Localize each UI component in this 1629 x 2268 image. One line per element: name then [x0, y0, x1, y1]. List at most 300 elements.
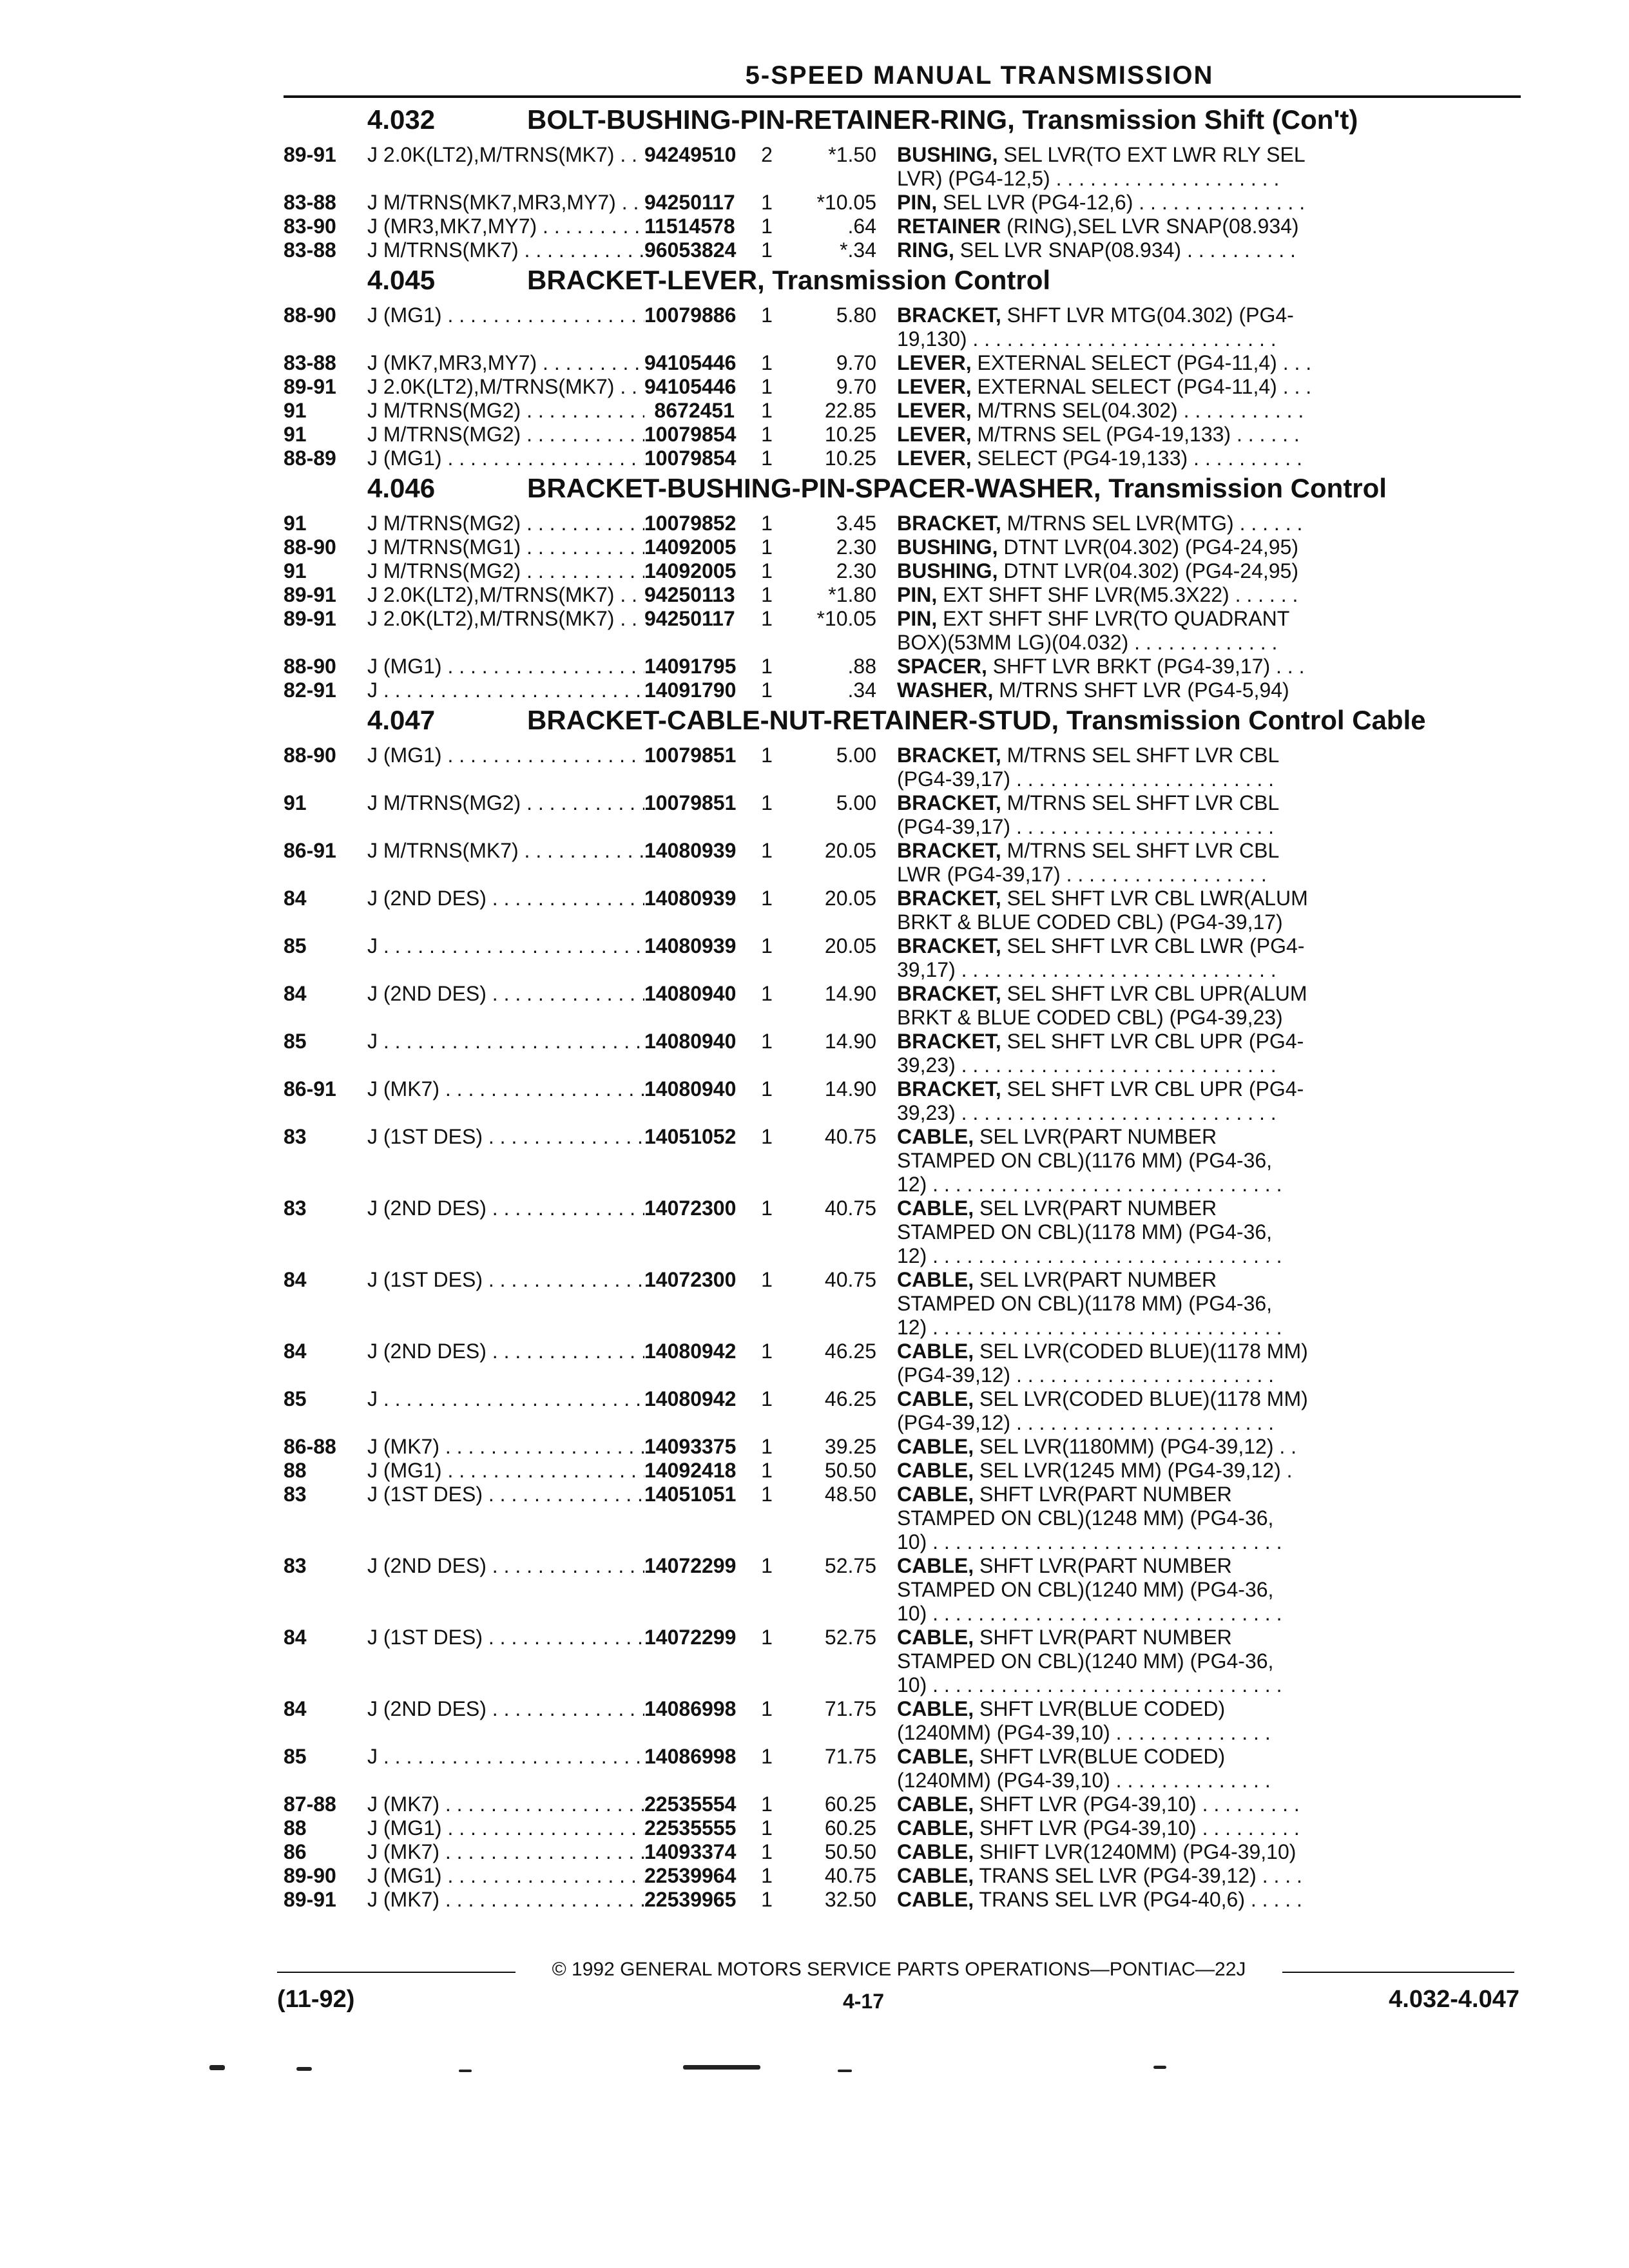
part-number: 94249510: [644, 143, 737, 166]
part-details: SELECT (PG4-19,133) . . . . . . . . . .: [971, 447, 1302, 470]
part-description: [897, 1697, 1361, 1745]
part-details: M/TRNS SEL(04.302) . . . . . . . . . . .: [971, 399, 1304, 422]
part-number: 14092418: [644, 1459, 737, 1482]
model-years: 89-91: [284, 583, 336, 606]
model-codes: J M/TRNS(MG2) . . .: [367, 559, 644, 583]
model-codes: J . . .: [367, 1745, 644, 1792]
part-number: 14093375: [644, 1435, 737, 1458]
part-number: 10079851: [644, 791, 737, 814]
part-description: [897, 791, 1361, 839]
part-name: CABLE,: [897, 1483, 974, 1506]
model-years: 91: [284, 559, 307, 582]
part-details: SHFT LVR BRKT (PG4-39,17) . . .: [987, 655, 1305, 678]
part-details: EXTERNAL SELECT (PG4-11,4) . . .: [971, 375, 1312, 398]
model-codes: J (MG1) . . .: [367, 1816, 644, 1840]
model-codes: J (2ND DES) . . .: [367, 887, 644, 934]
part-details: TRANS SEL LVR (PG4-40,6) . . . . .: [974, 1888, 1302, 1911]
quantity: 1: [761, 655, 773, 678]
part-description: [897, 1483, 1361, 1554]
model-years: 86-91: [284, 839, 336, 862]
model-codes: J (1ST DES) . . .: [367, 1483, 644, 1554]
quantity: 1: [761, 1340, 773, 1363]
model-codes: J M/TRNS(MG2) . . .: [367, 423, 644, 447]
scan-speck: [838, 2070, 852, 2072]
part-description: [897, 1125, 1361, 1196]
part-number: 10079851: [644, 744, 737, 767]
quantity: 1: [761, 1483, 773, 1506]
model-years: 84: [284, 1626, 307, 1649]
model-years: 86: [284, 1840, 307, 1863]
part-row: [284, 744, 1527, 791]
part-row: [284, 1864, 1527, 1888]
part-name: BRACKET,: [897, 839, 1001, 862]
part-row: [284, 1196, 1527, 1268]
model-codes: J (MG1) . . .: [367, 447, 644, 470]
part-name: CABLE,: [897, 1459, 974, 1482]
part-name: PIN,: [897, 607, 938, 630]
part-row: [284, 1888, 1527, 1912]
model-codes: J (MG1) . . .: [367, 1459, 644, 1483]
quantity: 1: [761, 1792, 773, 1816]
part-description: [897, 351, 1361, 375]
part-row: [284, 655, 1527, 678]
part-name: BRACKET,: [897, 791, 1001, 814]
model-codes: J (1ST DES) . . .: [367, 1626, 644, 1697]
part-name: CABLE,: [897, 1816, 974, 1840]
price: *.34: [840, 238, 876, 262]
quantity: 2: [761, 143, 773, 166]
price: 14.90: [824, 1077, 876, 1100]
footer-section-range: 4.032-4.047: [1389, 1986, 1519, 2013]
part-row: [284, 1483, 1527, 1554]
part-details: SEL LVR(TO EXT LWR RLY SEL LVR) (PG4-12,5) . . . . . . . . . . . . . . . . . . . .: [897, 143, 1306, 190]
part-number: 14080942: [644, 1387, 737, 1410]
model-codes: J (MR3,MK7,MY7) . . .: [367, 215, 644, 238]
quantity: 1: [761, 607, 773, 630]
model-years: 89-91: [284, 607, 336, 630]
part-description: [897, 655, 1361, 678]
part-row: [284, 423, 1527, 447]
parts-list: [284, 102, 1527, 1912]
part-number: 14080940: [644, 982, 737, 1005]
part-name: CABLE,: [897, 1554, 974, 1577]
part-number: 14091795: [644, 655, 737, 678]
part-number: 14051052: [644, 1125, 737, 1148]
part-name: PIN,: [897, 191, 938, 214]
part-details: SEL LVR(PART NUMBER STAMPED ON CBL)(1178 MM) (PG4-36, 12) . . . . . . . . . . . . . . . . . . . . . . . . . . . . . . .: [897, 1268, 1282, 1339]
part-details: DTNT LVR(04.302) (PG4-24,95): [998, 559, 1298, 582]
quantity: 1: [761, 1125, 773, 1148]
model-years: 91: [284, 423, 307, 446]
part-row: [284, 559, 1527, 583]
part-description: [897, 1196, 1361, 1268]
model-codes: J M/TRNS(MK7) . . .: [367, 238, 644, 262]
part-description: [897, 887, 1361, 934]
part-row: [284, 1435, 1527, 1459]
part-row: [284, 535, 1527, 559]
part-row: [284, 447, 1527, 470]
part-row: [284, 1840, 1527, 1864]
section-header: [284, 705, 1527, 744]
part-name: BUSHING,: [897, 143, 998, 166]
quantity: 1: [761, 1030, 773, 1053]
quantity: 1: [761, 559, 773, 582]
model-years: 88-90: [284, 303, 336, 327]
price: 14.90: [824, 1030, 876, 1053]
model-codes: J . . .: [367, 934, 644, 982]
model-years: 88-90: [284, 655, 336, 678]
price: 10.25: [824, 447, 876, 470]
quantity: 1: [761, 839, 773, 862]
part-description: [897, 1030, 1361, 1077]
part-details: SEL LVR SNAP(08.934) . . . . . . . . . .: [954, 238, 1296, 262]
part-description: [897, 744, 1361, 791]
model-years: 89-91: [284, 143, 336, 166]
part-number: 14080940: [644, 1077, 737, 1100]
price: 52.75: [824, 1626, 876, 1649]
section-title: BRACKET-BUSHING-PIN-SPACER-WASHER, Transmission Control: [527, 473, 1387, 503]
part-row: [284, 1745, 1527, 1792]
part-number: 11514578: [644, 215, 735, 238]
model-years: 83-90: [284, 215, 336, 238]
model-codes: J M/TRNS(MG2) . . .: [367, 399, 644, 423]
part-details: TRANS SEL LVR (PG4-39,12) . . . .: [974, 1864, 1302, 1887]
model-codes: J 2.0K(LT2),M/TRNS(MK7) . . .: [367, 143, 644, 191]
part-details: M/TRNS SHFT LVR (PG4-5,94): [993, 678, 1289, 702]
price: *1.50: [828, 143, 876, 166]
quantity: 1: [761, 1626, 773, 1649]
part-name: WASHER,: [897, 678, 994, 702]
model-codes: J (MG1) . . .: [367, 655, 644, 678]
quantity: 1: [761, 1697, 773, 1720]
price: .34: [847, 678, 876, 702]
model-years: 86-91: [284, 1077, 336, 1100]
part-details: EXT SHFT SHF LVR(TO QUADRANT BOX)(53MM LG)(04.032) . . . . . . . . . . . . .: [897, 607, 1290, 654]
price: 10.25: [824, 423, 876, 446]
model-codes: J (2ND DES) . . .: [367, 1554, 644, 1626]
part-name: BUSHING,: [897, 535, 998, 559]
part-description: [897, 1554, 1361, 1626]
part-details: DTNT LVR(04.302) (PG4-24,95): [998, 535, 1298, 559]
part-number: 14072299: [644, 1554, 737, 1577]
quantity: 1: [761, 423, 773, 446]
part-row: [284, 839, 1527, 887]
price: 71.75: [824, 1745, 876, 1768]
part-description: [897, 191, 1361, 215]
model-codes: J (MK7,MR3,MY7) . . .: [367, 351, 644, 375]
model-codes: J (1ST DES) . . .: [367, 1125, 644, 1196]
part-name: CABLE,: [897, 1840, 974, 1863]
part-details: SEL LVR(PART NUMBER STAMPED ON CBL)(1176 MM) (PG4-36, 12) . . . . . . . . . . . . . . . . . . . . . . . . . . . . . . .: [897, 1125, 1282, 1196]
part-details: M/TRNS SEL (PG4-19,133) . . . . . .: [971, 423, 1300, 446]
quantity: 1: [761, 887, 773, 910]
part-details: SEL LVR(CODED BLUE)(1178 MM) (PG4-39,12) . . . . . . . . . . . . . . . . . . . . . . .: [897, 1340, 1308, 1387]
quantity: 1: [761, 535, 773, 559]
part-name: BRACKET,: [897, 934, 1001, 957]
quantity: 1: [761, 1888, 773, 1911]
model-years: 86-88: [284, 1435, 336, 1458]
part-name: CABLE,: [897, 1125, 974, 1148]
quantity: 1: [761, 447, 773, 470]
model-codes: J (1ST DES) . . .: [367, 1268, 644, 1340]
part-details: SHFT LVR (PG4-39,10) . . . . . . . . .: [974, 1816, 1300, 1840]
part-details: SEL LVR(PART NUMBER STAMPED ON CBL)(1178 MM) (PG4-36, 12) . . . . . . . . . . . . . . . . . . . . . . . . . . . . . . .: [897, 1196, 1282, 1267]
section-header: [284, 265, 1527, 303]
model-codes: J M/TRNS(MG2) . . .: [367, 791, 644, 839]
model-years: 83-88: [284, 238, 336, 262]
quantity: 1: [761, 1459, 773, 1482]
part-name: LEVER,: [897, 375, 972, 398]
part-row: [284, 934, 1527, 982]
price: 52.75: [824, 1554, 876, 1577]
part-details: M/TRNS SEL SHFT LVR CBL LWR (PG4-39,17) . . . . . . . . . . . . . . . . . .: [897, 839, 1280, 886]
part-number: 10079852: [644, 512, 737, 535]
part-number: 14072300: [644, 1196, 737, 1220]
part-number: 14080939: [644, 887, 737, 910]
part-details: M/TRNS SEL SHFT LVR CBL (PG4-39,17) . . . . . . . . . . . . . . . . . . . . . . .: [897, 744, 1280, 791]
part-number: 14086998: [644, 1745, 737, 1768]
part-details: SHIFT LVR(1240MM) (PG4-39,10): [974, 1840, 1296, 1863]
price: 46.25: [824, 1387, 876, 1410]
part-details: SEL SHFT LVR CBL UPR (PG4- 39,23) . . . . . . . . . . . . . . . . . . . . . . . . . . . .: [897, 1077, 1304, 1124]
part-number: 94250117: [644, 191, 735, 214]
quantity: 1: [761, 982, 773, 1005]
part-row: [284, 238, 1527, 262]
quantity: 1: [761, 678, 773, 702]
part-row: [284, 678, 1527, 702]
price: *10.05: [816, 607, 876, 630]
part-details: SHFT LVR MTG(04.302) (PG4- 19,130) . . . . . . . . . . . . . . . . . . . . . . . . . . .: [897, 303, 1294, 351]
model-years: 84: [284, 1340, 307, 1363]
part-name: SPACER,: [897, 655, 987, 678]
part-description: [897, 447, 1361, 470]
quantity: 1: [761, 1554, 773, 1577]
scan-speck: [1153, 2066, 1166, 2069]
part-name: LEVER,: [897, 351, 972, 374]
section-header: [284, 104, 1527, 143]
model-codes: J (MK7) . . .: [367, 1888, 644, 1912]
model-codes: J (2ND DES) . . .: [367, 1196, 644, 1268]
part-number: 14092005: [644, 535, 737, 559]
model-codes: J (MK7) . . .: [367, 1435, 644, 1459]
part-name: BRACKET,: [897, 744, 1001, 767]
part-row: [284, 607, 1527, 655]
price: 22.85: [824, 399, 876, 422]
price: 48.50: [824, 1483, 876, 1506]
copyright-line: © 1992 GENERAL MOTORS SERVICE PARTS OPERATIONS—PONTIAC—22J: [552, 1959, 1246, 1980]
part-number: 10079854: [644, 423, 737, 446]
part-number: 14072299: [644, 1626, 737, 1649]
section-title: BRACKET-CABLE-NUT-RETAINER-STUD, Transmission Control Cable: [527, 705, 1426, 735]
model-years: 88: [284, 1459, 307, 1482]
part-row: [284, 303, 1527, 351]
price: 5.00: [836, 791, 876, 814]
quantity: 1: [761, 791, 773, 814]
model-years: 85: [284, 1030, 307, 1053]
page-title: 5-SPEED MANUAL TRANSMISSION: [745, 61, 1214, 90]
part-number: 22539965: [644, 1888, 737, 1911]
part-number: 14051051: [644, 1483, 737, 1506]
part-name: RETAINER: [897, 215, 1001, 238]
price: 5.00: [836, 744, 876, 767]
model-codes: J (2ND DES) . . .: [367, 982, 644, 1030]
part-details: SEL LVR(1180MM) (PG4-39,12) . .: [974, 1435, 1297, 1458]
quantity: 1: [761, 1435, 773, 1458]
part-details: SEL LVR(CODED BLUE)(1178 MM) (PG4-39,12) . . . . . . . . . . . . . . . . . . . . . . .: [897, 1387, 1308, 1434]
model-codes: J M/TRNS(MK7) . . .: [367, 839, 644, 887]
part-description: [897, 1816, 1361, 1840]
part-description: [897, 238, 1361, 262]
price: *1.80: [828, 583, 876, 606]
part-description: [897, 1864, 1361, 1888]
section-header: [284, 473, 1527, 512]
part-description: [897, 1387, 1361, 1435]
part-description: [897, 215, 1361, 238]
part-row: [284, 1268, 1527, 1340]
part-number: 10079886: [644, 303, 737, 327]
part-description: [897, 1840, 1361, 1864]
quantity: 1: [761, 1077, 773, 1100]
quantity: 1: [761, 583, 773, 606]
price: 39.25: [824, 1435, 876, 1458]
part-details: EXTERNAL SELECT (PG4-11,4) . . .: [971, 351, 1312, 374]
quantity: 1: [761, 1387, 773, 1410]
price: .88: [847, 655, 876, 678]
price: 50.50: [824, 1840, 876, 1863]
quantity: 1: [761, 1864, 773, 1887]
part-number: 10079854: [644, 447, 737, 470]
model-codes: J . . .: [367, 678, 644, 702]
part-number: 14080939: [644, 934, 737, 957]
scan-speck: [459, 2070, 472, 2072]
model-years: 91: [284, 791, 307, 814]
part-description: [897, 512, 1361, 535]
price: 3.45: [836, 512, 876, 535]
part-details: EXT SHFT SHF LVR(M5.3X22) . . . . . .: [937, 583, 1298, 606]
part-description: [897, 143, 1361, 191]
part-row: [284, 583, 1527, 607]
price: 20.05: [824, 934, 876, 957]
part-details: SHFT LVR(BLUE CODED) (1240MM) (PG4-39,10) . . . . . . . . . . . . . .: [897, 1697, 1271, 1744]
part-number: 14086998: [644, 1697, 737, 1720]
model-years: 83-88: [284, 351, 336, 374]
quantity: 1: [761, 1268, 773, 1291]
part-row: [284, 1459, 1527, 1483]
price: 46.25: [824, 1340, 876, 1363]
part-number: 94250113: [644, 583, 735, 606]
quantity: 1: [761, 512, 773, 535]
model-codes: J (2ND DES) . . .: [367, 1340, 644, 1387]
part-description: [897, 1792, 1361, 1816]
model-years: 83: [284, 1554, 307, 1577]
section-number: 4.045: [367, 265, 436, 295]
part-details: SEL LVR (PG4-12,6) . . . . . . . . . . . . . . .: [937, 191, 1306, 214]
part-description: [897, 1268, 1361, 1340]
part-number: 14080940: [644, 1030, 737, 1053]
quantity: 1: [761, 351, 773, 374]
model-years: 83: [284, 1125, 307, 1148]
price: 20.05: [824, 839, 876, 862]
part-row: [284, 1626, 1527, 1697]
part-row: [284, 982, 1527, 1030]
part-row: [284, 191, 1527, 215]
part-name: BUSHING,: [897, 559, 998, 582]
part-description: [897, 678, 1361, 702]
part-name: CABLE,: [897, 1196, 974, 1220]
model-years: 89-90: [284, 1864, 336, 1887]
model-years: 87-88: [284, 1792, 336, 1816]
model-codes: J (MK7) . . .: [367, 1840, 644, 1864]
part-number: 94105446: [644, 351, 737, 374]
part-details: SHFT LVR(PART NUMBER STAMPED ON CBL)(1248 MM) (PG4-36, 10) . . . . . . . . . . . . . . . . . . . . . . . . . . . . . . .: [897, 1483, 1282, 1553]
price: 9.70: [836, 351, 876, 374]
section-number: 4.032: [367, 104, 436, 135]
price: 50.50: [824, 1459, 876, 1482]
part-description: [897, 375, 1361, 399]
quantity: 1: [761, 1816, 773, 1840]
model-codes: J (MG1) . . .: [367, 744, 644, 791]
quantity: 1: [761, 1196, 773, 1220]
part-name: LEVER,: [897, 399, 972, 422]
part-number: 8672451: [654, 399, 735, 422]
model-codes: J . . .: [367, 1030, 644, 1077]
part-description: [897, 934, 1361, 982]
part-details: SHFT LVR (PG4-39,10) . . . . . . . . .: [974, 1792, 1300, 1816]
model-years: 84: [284, 1268, 307, 1291]
part-number: 22535554: [644, 1792, 737, 1816]
price: 32.50: [824, 1888, 876, 1911]
model-codes: J (MG1) . . .: [367, 303, 644, 351]
part-number: 96053824: [644, 238, 737, 262]
part-name: CABLE,: [897, 1792, 974, 1816]
price: 14.90: [824, 982, 876, 1005]
part-row: [284, 1697, 1527, 1745]
quantity: 1: [761, 375, 773, 398]
quantity: 1: [761, 303, 773, 327]
model-codes: J 2.0K(LT2),M/TRNS(MK7) . . .: [367, 375, 644, 399]
section-title: BRACKET-LEVER, Transmission Control: [527, 265, 1051, 295]
footer-page-number: 4-17: [842, 1990, 885, 2013]
part-name: BRACKET,: [897, 1030, 1001, 1053]
section-title: BOLT-BUSHING-PIN-RETAINER-RING, Transmission Shift (Con't): [527, 104, 1358, 135]
price: 2.30: [836, 559, 876, 582]
model-years: 83: [284, 1196, 307, 1220]
model-codes: J (MG1) . . .: [367, 1864, 644, 1888]
header-rule: [284, 95, 1521, 98]
quantity: 1: [761, 238, 773, 262]
part-details: SEL LVR(1245 MM) (PG4-39,12) .: [974, 1459, 1293, 1482]
part-row: [284, 1077, 1527, 1125]
price: 71.75: [824, 1697, 876, 1720]
part-details: SEL SHFT LVR CBL LWR(ALUM BRKT & BLUE CODED CBL) (PG4-39,17): [897, 887, 1308, 934]
part-row: [284, 351, 1527, 375]
model-years: 85: [284, 1387, 307, 1410]
price: 2.30: [836, 535, 876, 559]
model-years: 89-91: [284, 1888, 336, 1911]
model-codes: J M/TRNS(MG1) . . .: [367, 535, 644, 559]
part-description: [897, 583, 1361, 607]
model-years: 83-88: [284, 191, 336, 214]
part-number: 14080942: [644, 1340, 737, 1363]
part-row: [284, 143, 1527, 191]
footer-date: (11-92): [277, 1986, 355, 2013]
part-description: [897, 1888, 1361, 1912]
part-details: SHFT LVR(PART NUMBER STAMPED ON CBL)(1240 MM) (PG4-36, 10) . . . . . . . . . . . . . . . . . . . . . . . . . . . . . . .: [897, 1626, 1282, 1696]
part-name: BRACKET,: [897, 303, 1001, 327]
footer-rule-left: [277, 1972, 516, 1973]
part-name: RING,: [897, 238, 954, 262]
model-years: 85: [284, 934, 307, 957]
